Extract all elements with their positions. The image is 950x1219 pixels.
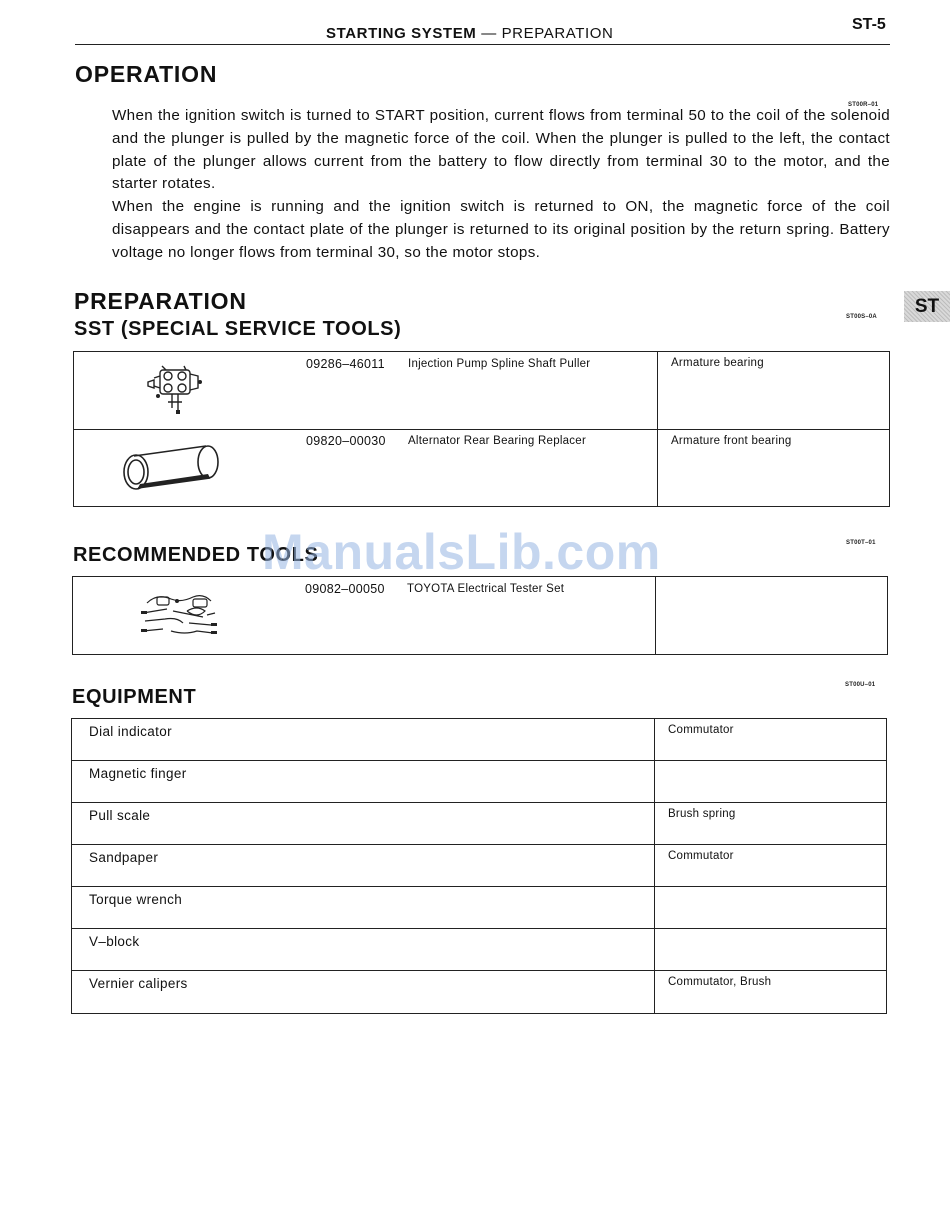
table-row <box>74 430 890 507</box>
table-row <box>72 929 887 971</box>
table-row <box>72 845 887 887</box>
sst-table <box>73 351 890 507</box>
sst-code: ST00S–0A <box>846 314 877 320</box>
header-divider <box>75 44 890 45</box>
equipment-name: Torque wrench <box>89 892 183 907</box>
watermark: ManualsLib.com <box>262 524 661 580</box>
part-name: Injection Pump Spline Shaft Puller <box>408 358 591 370</box>
header-subsection: PREPARATION <box>501 25 614 42</box>
equipment-use: Commutator <box>668 724 734 736</box>
operation-heading: OPERATION <box>75 61 218 87</box>
equipment-name: V–block <box>89 934 140 949</box>
table-row <box>73 577 888 655</box>
sst-row-2-use <box>658 430 890 507</box>
table-row <box>72 803 887 845</box>
use-for: Armature front bearing <box>671 435 792 447</box>
equipment-name: Sandpaper <box>89 850 159 865</box>
part-name: TOYOTA Electrical Tester Set <box>407 583 565 595</box>
equipment-name: Dial indicator <box>89 724 172 739</box>
puller-icon <box>138 362 212 418</box>
operation-paragraph-1: When the ignition switch is turned to START position, current flows from terminal 50 to the coil of the solenoid and the plunger is pulled by the magnetic force of the coil. When the plunger is pulled to the left, the contact plate of the plunger allows current from the battery to flow directly from terminal 30 to the motor, and the starter rotates. <box>112 107 890 193</box>
recommended-row-1-use <box>656 577 888 655</box>
table-row <box>72 971 887 1014</box>
recommended-tools-code: ST00T–01 <box>846 540 876 546</box>
bearing-replacer-icon <box>120 440 224 496</box>
recommended-row-1-tool <box>73 577 656 655</box>
page-number: ST-5 <box>852 16 886 33</box>
table-row <box>72 719 887 761</box>
section-tab: ST <box>904 291 950 322</box>
equipment-table <box>71 718 887 1014</box>
sst-row-2-tool <box>74 430 658 507</box>
equipment-use: Commutator <box>668 850 734 862</box>
table-row <box>74 352 890 430</box>
sst-row-1-tool <box>74 352 658 430</box>
preparation-heading: PREPARATION <box>74 288 247 314</box>
equipment-name: Magnetic finger <box>89 766 187 781</box>
equipment-use: Commutator, Brush <box>668 976 772 988</box>
part-number: 09820–00030 <box>306 434 386 448</box>
use-for: Armature bearing <box>671 357 764 369</box>
recommended-tools-heading: RECOMMENDED TOOLS <box>73 544 319 566</box>
sst-heading: SST (SPECIAL SERVICE TOOLS) <box>74 318 402 340</box>
sst-row-1-use <box>658 352 890 430</box>
equipment-heading: EQUIPMENT <box>72 686 197 708</box>
recommended-tools-table <box>72 576 888 655</box>
part-number: 09082–00050 <box>305 582 385 596</box>
header-dash: — <box>481 25 497 42</box>
part-number: 09286–46011 <box>306 357 385 371</box>
equipment-name: Vernier calipers <box>89 976 188 991</box>
operation-paragraph-2: When the engine is running and the ignition switch is returned to ON, the magnetic force of the coil disappears and the contact plate of the plunger is returned to its original position by the return spring. Battery voltage no longer flows from terminal 30, so the motor stops. <box>112 198 890 261</box>
equipment-code: ST00U–01 <box>845 682 876 688</box>
table-row <box>72 887 887 929</box>
part-name: Alternator Rear Bearing Replacer <box>408 435 587 447</box>
operation-code: ST00R–01 <box>848 102 879 108</box>
tester-set-icon <box>137 589 221 643</box>
equipment-name: Pull scale <box>89 808 151 823</box>
header-section: STARTING SYSTEM <box>326 25 477 42</box>
equipment-use: Brush spring <box>668 808 736 820</box>
page-header-title <box>326 25 613 42</box>
table-row <box>72 761 887 803</box>
